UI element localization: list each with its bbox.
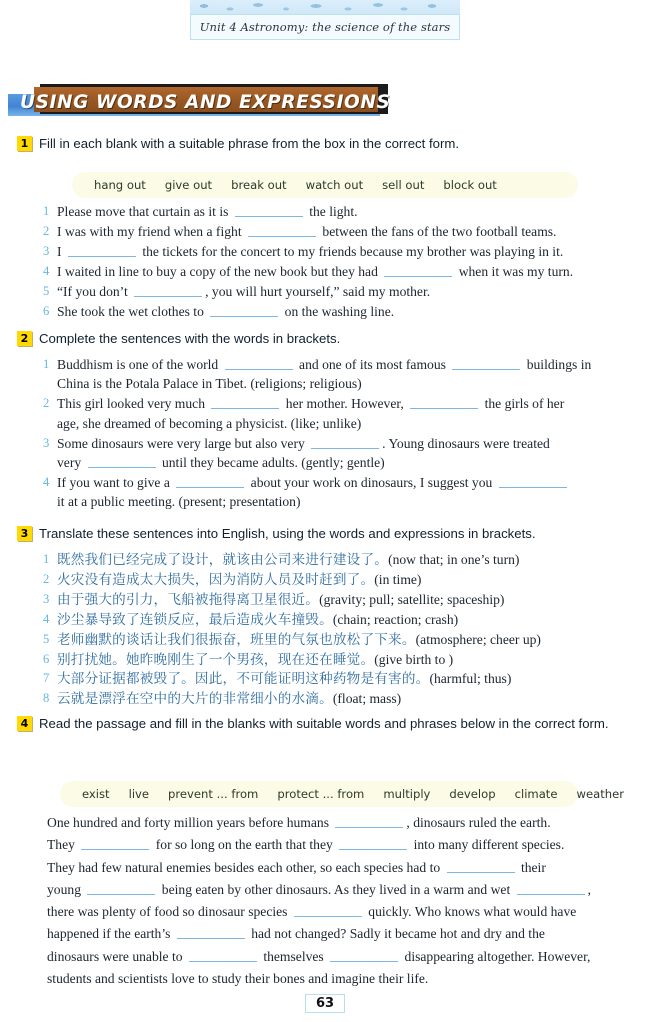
exercise-1-header <box>0 134 650 153</box>
list-item <box>43 473 642 512</box>
passage-line: students and scientists love to study their bones and imagine their life. <box>47 971 429 987</box>
item-number: 4 <box>43 611 50 626</box>
bubble-decoration-icon <box>190 0 460 14</box>
bracket-hint: (now that; in one’s turn) <box>388 552 520 567</box>
running-head <box>190 0 460 42</box>
answer-blank[interactable] <box>517 884 585 895</box>
exercise-4-number: 4 <box>17 716 32 731</box>
exercise-3-header <box>0 524 650 543</box>
item-number: 4 <box>43 263 50 278</box>
page-number: 63 <box>305 994 345 1013</box>
item-number: 2 <box>43 223 50 238</box>
item-text: “If you don’t , you will hurt yourself,” said my mother. <box>57 283 431 299</box>
answer-blank[interactable] <box>176 477 244 488</box>
answer-blank[interactable] <box>134 286 202 297</box>
answer-blank[interactable] <box>311 438 379 449</box>
item-text <box>57 650 642 669</box>
running-head-bar <box>190 14 460 40</box>
chinese-sentence: 由于强大的引力，飞船被拖得离卫星很近。 <box>57 591 320 607</box>
exercise-2-prompt: Complete the sentences with the words in brackets. <box>39 331 341 346</box>
item-number: 4 <box>43 474 50 489</box>
section-banner <box>8 84 391 118</box>
answer-blank[interactable] <box>499 477 567 488</box>
item-number: 5 <box>43 283 50 298</box>
list-item <box>43 669 642 688</box>
word-bank-item: develop <box>449 787 496 801</box>
item-number: 8 <box>43 691 50 706</box>
bracket-hint: (give birth to ) <box>374 651 454 667</box>
answer-blank[interactable] <box>189 951 257 962</box>
word-bank-item: prevent ... from <box>168 787 259 801</box>
item-number: 1 <box>43 552 50 566</box>
list-item <box>43 689 642 708</box>
passage-line: dinosaurs were unable to themselves disappearing altogether. However, <box>47 948 591 964</box>
answer-blank[interactable] <box>210 306 278 317</box>
item-text <box>57 610 642 629</box>
item-text <box>57 689 642 708</box>
chinese-sentence: 沙尘暴导致了连锁反应，最后造成火车撞毁。 <box>57 611 333 627</box>
bracket-hint: (chain; reaction; crash) <box>332 611 459 627</box>
answer-blank[interactable] <box>68 246 136 257</box>
section-title: USING WORDS AND EXPRESSIONS <box>20 91 391 113</box>
word-bank-item: sell out <box>382 178 425 192</box>
item-number: 3 <box>43 435 50 450</box>
item-text <box>57 630 642 649</box>
answer-blank[interactable] <box>248 226 316 237</box>
exercise-3 <box>0 524 650 709</box>
exercise-1-prompt: Fill in each blank with a suitable phrase from the box in the correct form. <box>39 136 459 151</box>
bracket-hint: (gravity; pull; satellite; spaceship) <box>319 591 505 607</box>
item-text <box>57 669 642 688</box>
item-number: 3 <box>43 591 50 606</box>
bracket-hint: (in time) <box>374 571 422 587</box>
answer-blank[interactable] <box>294 906 362 917</box>
item-number: 5 <box>43 631 50 646</box>
exercise-4 <box>0 714 650 733</box>
item-number: 2 <box>43 396 50 411</box>
word-bank-item: give out <box>164 178 213 192</box>
item-text: This girl looked very much her mother. However, the girls of her age, she dreamed of becoming a physicist. (like; unlike) <box>57 396 565 431</box>
exercise-1 <box>0 134 650 153</box>
bracket-hint: (float; mass) <box>332 691 402 707</box>
exercise-4-prompt: Read the passage and fill in the blanks with suitable words and phrases below in the correct form. <box>39 716 609 731</box>
bracket-hint: (atmosphere; cheer up) <box>415 631 541 647</box>
item-text: I waited in line to buy a copy of the new book but they had when it was my turn. <box>57 263 574 279</box>
item-number: 6 <box>43 651 50 666</box>
list-item <box>43 570 642 589</box>
item-text: Please move that curtain as it is the light. <box>57 204 358 219</box>
word-bank-item: live <box>128 787 150 801</box>
word-bank-item: block out <box>443 178 497 192</box>
item-text: I the tickets for the concert to my friends because my brother was playing in it. <box>57 243 564 259</box>
exercise-3-items <box>0 550 650 709</box>
list-item <box>43 302 642 321</box>
answer-blank[interactable] <box>235 206 303 217</box>
answer-blank[interactable] <box>384 266 452 277</box>
word-bank-item: climate <box>514 787 558 801</box>
answer-blank[interactable] <box>330 951 398 962</box>
answer-blank[interactable] <box>177 928 245 939</box>
answer-blank[interactable] <box>410 398 478 409</box>
list-item <box>43 202 642 221</box>
exercise-3-prompt: Translate these sentences into English, using the words and expressions in brackets. <box>39 526 536 541</box>
word-bank-item: multiply <box>383 787 431 801</box>
answer-blank[interactable] <box>211 398 279 409</box>
answer-blank[interactable] <box>88 457 156 468</box>
passage-line: They for so long on the earth that they into many different species. <box>47 837 565 853</box>
item-number: 3 <box>43 243 50 258</box>
word-bank-item: watch out <box>305 178 364 192</box>
list-item <box>43 282 642 301</box>
exercise-4-header <box>0 714 650 733</box>
word-bank-item: protect ... from <box>277 787 365 801</box>
item-text <box>57 570 642 589</box>
item-text: She took the wet clothes to on the washing line. <box>57 303 395 319</box>
exercise-2 <box>0 329 650 512</box>
chinese-sentence: 既然我们已经完成了设计，就该由公司来进行建设了。 <box>57 552 389 567</box>
item-number: 1 <box>43 204 50 218</box>
list-item <box>43 355 642 394</box>
passage-line: happened if the earth’s had not changed? Sadly it became hot and dry and the <box>47 926 545 942</box>
reading-passage <box>47 812 632 990</box>
running-head-text: Unit 4 Astronomy: the science of the stars <box>199 20 451 34</box>
list-item <box>43 590 642 609</box>
chinese-sentence: 别打扰她。她昨晚刚生了一个男孩，现在还在睡觉。 <box>57 651 375 667</box>
list-item <box>43 550 642 569</box>
item-text: Buddhism is one of the world and one of its most famous buildings in China is the Potala Palace in Tibet. (religions; religious) <box>57 357 592 392</box>
answer-blank[interactable] <box>452 359 520 370</box>
word-bank-item: exist <box>82 787 110 801</box>
list-item <box>43 610 642 629</box>
answer-blank[interactable] <box>81 839 149 850</box>
item-number: 6 <box>43 303 50 318</box>
answer-blank[interactable] <box>447 862 515 873</box>
item-text: Some dinosaurs were very large but also very . Young dinosaurs were treated very until they became adults. (gently; gentle) <box>57 435 550 471</box>
item-text: I was with my friend when a fight between the fans of the two football teams. <box>57 223 557 239</box>
exercise-2-header <box>0 329 650 348</box>
exercise-3-number: 3 <box>17 526 32 541</box>
answer-blank[interactable] <box>339 839 407 850</box>
exercise-1-items <box>0 195 650 321</box>
passage-line: there was plenty of food so dinosaur species quickly. Who knows what would have <box>47 904 577 920</box>
word-bank-item: hang out <box>94 178 146 192</box>
item-number: 2 <box>43 571 50 586</box>
item-number: 7 <box>43 671 50 686</box>
bracket-hint: (harmful; thus) <box>429 671 512 687</box>
list-item <box>43 262 642 281</box>
exercise-2-number: 2 <box>17 331 32 346</box>
list-item <box>43 650 642 669</box>
chinese-sentence: 云就是漂浮在空中的大片的非常细小的水滴。 <box>57 691 333 707</box>
list-item <box>43 242 642 261</box>
answer-blank[interactable] <box>335 817 403 828</box>
item-number: 1 <box>43 357 50 371</box>
chinese-sentence: 老师幽默的谈话让我们很振奋，班里的气氛也放松了下来。 <box>57 631 416 647</box>
list-item <box>43 394 642 433</box>
item-text <box>57 590 642 609</box>
chinese-sentence: 大部分证据都被毁了。因此，不可能证明这种药物是有害的。 <box>57 671 430 687</box>
item-text <box>57 550 642 569</box>
exercise-2-items <box>0 355 650 512</box>
answer-blank[interactable] <box>87 884 155 895</box>
passage-line: young being eaten by other dinosaurs. As they lived in a warm and wet , <box>47 881 592 897</box>
item-text: If you want to give a about your work on dinosaurs, I suggest you it at a public meeting. (present; presentation) <box>57 473 642 512</box>
chinese-sentence: 火灾没有造成太大损失，因为消防人员及时赶到了。 <box>57 571 375 587</box>
word-bank-2 <box>60 781 625 807</box>
word-bank-item: break out <box>231 178 287 192</box>
list-item <box>43 222 642 241</box>
passage-line: One hundred and forty million years before humans , dinosaurs ruled the earth. <box>47 815 551 830</box>
list-item <box>43 630 642 649</box>
exercise-1-number: 1 <box>17 136 32 151</box>
word-bank-item: weather <box>576 787 625 801</box>
answer-blank[interactable] <box>225 359 293 370</box>
passage-line: They had few natural enemies besides each other, so each species had to their <box>47 859 546 875</box>
list-item <box>43 434 642 473</box>
